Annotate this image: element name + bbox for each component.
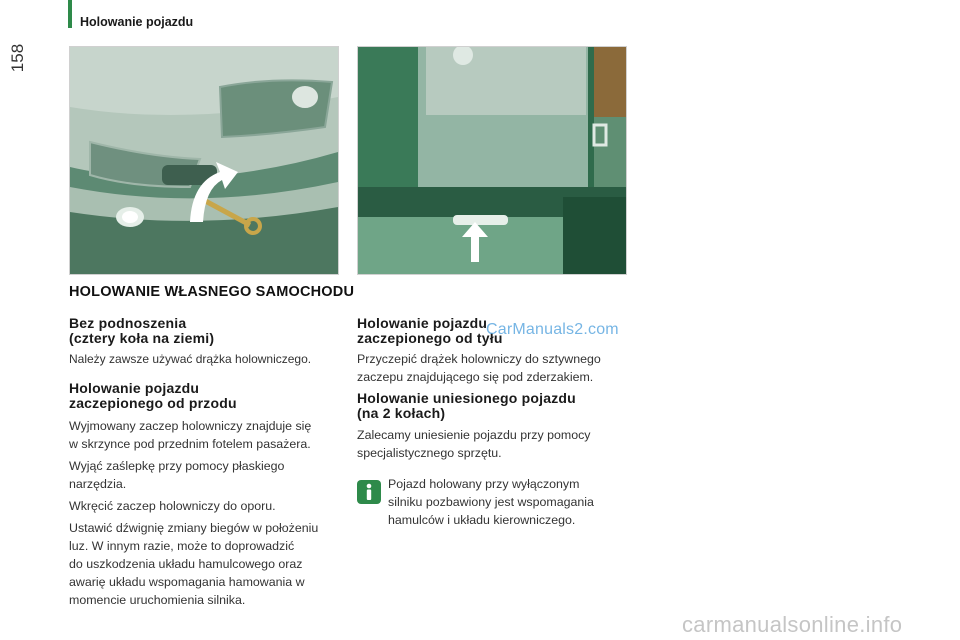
section-text-front-tow: Wyjmowany zaczep holowniczy znajduje się w skrzynce pod przednim fotelem pasażera. Wyjąć zaślepkę przy pomocy płaskiego narzędzia. Wkręcić zaczep holowniczy do oporu. Ustawić dźwignię zmiany biegów w położeniu luz. W innym razie, może to doprowadzić do uszkodzenia układu hamulcowego oraz awarię układu wspomagania hamowania w momencie uruchomienia silnika. xyxy=(69,419,319,607)
header-title: Holowanie pojazdu xyxy=(80,15,194,29)
section-title-rear-tow: Holowanie pojazdu zaczepionego od tyłu xyxy=(357,315,503,346)
main-title: HOLOWANIE WŁASNEGO SAMOCHODU xyxy=(69,284,355,300)
section-text-lifted-tow: Zalecamy uniesienie pojazdu przy pomocy specjalistycznego sprzętu. xyxy=(357,428,591,460)
info-icon xyxy=(357,480,381,504)
info-note-text: Pojazd holowany przy wyłączonym silniku pozbawiony jest wspomagania hamulców i układu kierowniczego. xyxy=(388,477,594,527)
front-bumper-drawing xyxy=(70,47,338,274)
watermark-carmanuals2: CarManuals2.com xyxy=(486,321,619,338)
section-text-no-lift: Należy zawsze używać drążka holowniczego. xyxy=(69,352,312,366)
header-accent-bar xyxy=(68,0,72,28)
section-text-rear-tow: Przyczepić drążek holowniczy do sztywnego zaczepu znajdującego się pod zderzakiem. xyxy=(357,352,601,384)
page-number: 158 xyxy=(8,43,28,73)
front-towing-illustration xyxy=(69,46,339,275)
section-title-no-lift: Bez podnoszenia (cztery koła na ziemi) xyxy=(69,315,215,346)
section-title-front-tow: Holowanie pojazdu zaczepionego od przodu xyxy=(69,380,237,411)
section-title-lifted-tow: Holowanie uniesionego pojazdu (na 2 kołach) xyxy=(357,390,576,421)
rear-towing-illustration xyxy=(357,46,627,275)
rear-bumper-drawing xyxy=(358,47,626,274)
watermark-carmanualsonline: carmanualsonline.info xyxy=(682,612,903,637)
